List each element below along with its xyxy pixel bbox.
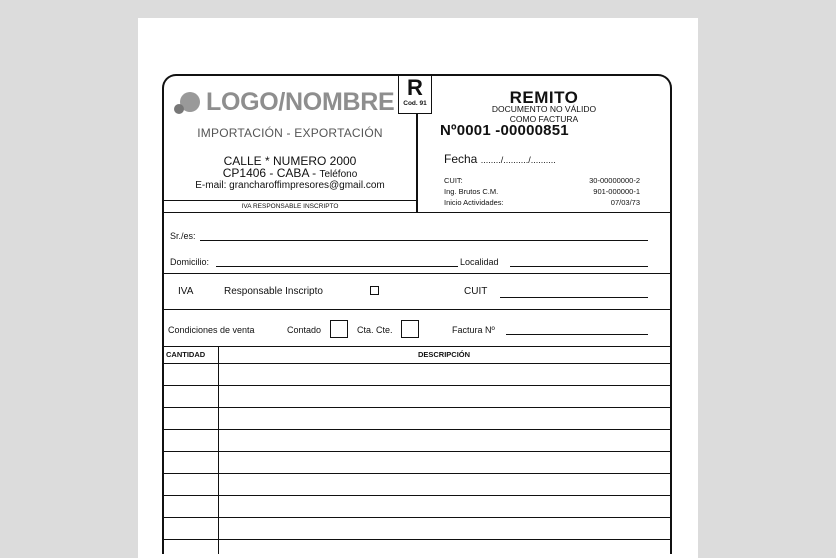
logo-circles-icon bbox=[174, 92, 202, 114]
form-header bbox=[164, 76, 670, 213]
logo-text: LOGO/NOMBRE bbox=[206, 88, 395, 116]
table-row[interactable] bbox=[164, 539, 670, 540]
document-note-1: DOCUMENTO NO VÁLIDO bbox=[491, 104, 597, 114]
divider-line bbox=[164, 309, 670, 310]
table-row[interactable] bbox=[164, 429, 670, 430]
cta-cte-label: Cta. Cte. bbox=[357, 325, 393, 335]
table-row[interactable] bbox=[164, 495, 670, 496]
company-activity: IMPORTACIÓN - EXPORTACIÓN bbox=[197, 126, 383, 140]
cuit-value: 30-00000000-2 bbox=[589, 176, 640, 185]
cta-cte-checkbox[interactable] bbox=[401, 320, 419, 338]
localidad-field[interactable] bbox=[510, 266, 648, 267]
remito-form bbox=[162, 74, 672, 554]
document-title: REMITO bbox=[509, 88, 579, 107]
responsable-label: Responsable Inscripto bbox=[224, 286, 323, 297]
company-address: CALLE * NUMERO 2000 bbox=[223, 154, 357, 168]
document-note-2: COMO FACTURA bbox=[509, 114, 579, 124]
cuit-row bbox=[444, 176, 640, 185]
condiciones-label: Condiciones de venta bbox=[168, 325, 255, 335]
document-letter: R bbox=[407, 75, 423, 100]
table-row[interactable] bbox=[164, 473, 670, 474]
date-label: Fecha bbox=[444, 152, 478, 166]
company-block bbox=[164, 76, 416, 212]
factura-field[interactable] bbox=[506, 334, 648, 335]
iibb-label: Ing. Brutos C.M. bbox=[444, 187, 499, 196]
phone-label: Teléfono bbox=[319, 169, 358, 180]
inicio-row bbox=[444, 198, 640, 207]
localidad-label: Localidad bbox=[460, 257, 499, 267]
cuit-label: CUIT: bbox=[444, 176, 463, 185]
domicilio-label: Domicilio: bbox=[170, 257, 210, 267]
document-sheet bbox=[138, 18, 698, 558]
company-city bbox=[164, 166, 416, 180]
date-field[interactable] bbox=[444, 152, 556, 166]
table-row[interactable] bbox=[164, 407, 670, 408]
table-row[interactable] bbox=[164, 517, 670, 518]
iibb-value: 901-000000-1 bbox=[593, 187, 640, 196]
senores-label: Sr./es: bbox=[170, 231, 196, 241]
responsable-checkbox[interactable] bbox=[370, 286, 379, 295]
city-text: CP1406 - CABA - bbox=[222, 166, 317, 180]
contado-checkbox[interactable] bbox=[330, 320, 348, 338]
date-blank: ......../........../.......... bbox=[480, 155, 556, 165]
company-email: E-mail: grancharoffimpresores@gmail.com bbox=[195, 180, 385, 191]
cuit-field[interactable] bbox=[500, 297, 648, 298]
company-logo bbox=[174, 88, 394, 117]
document-number: Nº0001 -00000851 bbox=[440, 122, 569, 139]
iva-label: IVA bbox=[178, 286, 194, 297]
col-descripcion-header: DESCRIPCIÓN bbox=[417, 350, 471, 359]
divider-line bbox=[164, 273, 670, 274]
col-cantidad-header: CANTIDAD bbox=[166, 350, 206, 359]
items-table-header bbox=[164, 346, 670, 363]
senores-field[interactable] bbox=[200, 240, 648, 241]
table-row[interactable] bbox=[164, 385, 670, 386]
contado-label: Contado bbox=[287, 325, 322, 335]
table-row[interactable] bbox=[164, 451, 670, 452]
iva-status: IVA RESPONSABLE INSCRIPTO bbox=[164, 200, 416, 212]
inicio-label: Inicio Actividades: bbox=[444, 198, 504, 207]
iibb-row bbox=[444, 187, 640, 196]
table-row[interactable] bbox=[164, 363, 670, 364]
domicilio-field[interactable] bbox=[216, 266, 458, 267]
inicio-value: 07/03/73 bbox=[610, 198, 640, 207]
cuit-field-label: CUIT bbox=[464, 286, 488, 297]
factura-label: Factura Nº bbox=[452, 325, 495, 335]
document-block bbox=[418, 76, 670, 212]
document-code: Cod. 91 bbox=[403, 100, 427, 107]
column-divider bbox=[218, 346, 219, 554]
